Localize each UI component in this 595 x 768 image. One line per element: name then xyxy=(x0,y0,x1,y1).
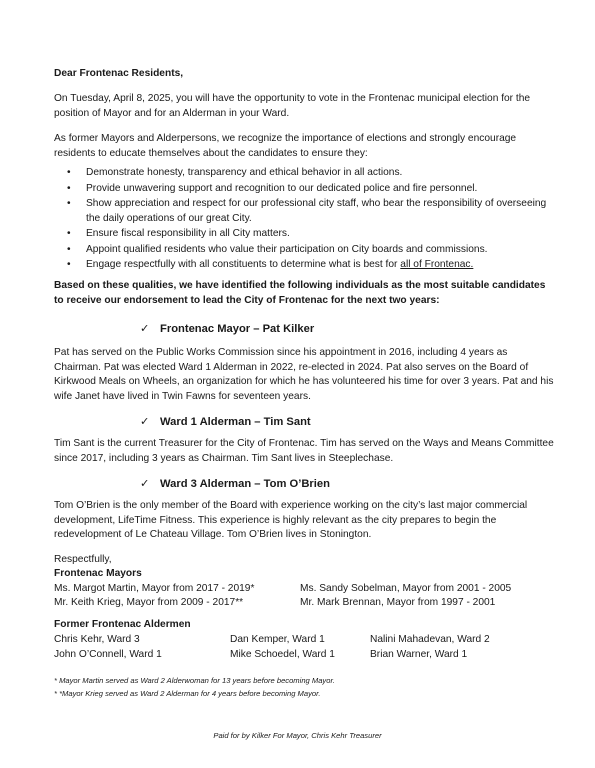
intro-paragraph: On Tuesday, April 8, 2025, you will have the opportunity to vote in the Frontenac municipal election for the position of Mayor and for an Alderman in your Ward. xyxy=(54,93,531,119)
check-icon: ✓ xyxy=(140,416,150,428)
bullet-icon: • xyxy=(67,167,71,178)
candidate-heading-ward3: ✓ Ward 3 Alderman – Tom O’Brien xyxy=(140,478,330,490)
list-item: Brian Warner, Ward 1 xyxy=(370,649,468,660)
check-icon: ✓ xyxy=(140,478,150,490)
list-item: Mr. Mark Brennan, Mayor from 1997 - 2001 xyxy=(300,597,496,608)
list-item: • Engage respectfully with all constituents to determine what is best for all of Frontenac. xyxy=(54,258,554,273)
list-item: Chris Kehr, Ward 3 xyxy=(54,634,140,645)
list-item: Dan Kemper, Ward 1 xyxy=(230,634,325,645)
qualities-list xyxy=(54,166,554,274)
list-item: • Show appreciation and respect for our professional city staff, who bear the responsibility of overseeing the daily operations of our great City. xyxy=(67,198,547,224)
candidate-bio-ward1: Tim Sant is the current Treasurer for the City of Frontenac. Tim has served on the Ways and Means Committee since 2017, including 3 years as Chairman. Tim Sant lives in Steeplechase. xyxy=(54,438,554,464)
underlined-phrase: all of Frontenac. xyxy=(400,259,474,270)
bullet-icon: • xyxy=(67,198,71,209)
candidate-heading-mayor: ✓ Frontenac Mayor – Pat Kilker xyxy=(140,323,315,335)
candidate-bio-ward3: Tom O’Brien is the only member of the Board with experience working on the city’s last major commercial development, LifeTime Fitness. This experience is highly relevant as the city prepares to begin the redevelopment of Le Chateau Village. Tom O’Brien lives in Stonington. xyxy=(54,500,528,540)
bullet-icon: • xyxy=(67,182,71,194)
list-item: • Ensure fiscal responsibility in all City matters. xyxy=(54,227,554,242)
bullet-icon: • xyxy=(67,228,71,239)
candidate-heading-ward1: ✓ Ward 1 Alderman – Tim Sant xyxy=(140,416,311,428)
list-item: Mike Schoedel, Ward 1 xyxy=(230,649,335,660)
list-item: Mr. Keith Krieg, Mayor from 2009 - 2017** xyxy=(54,597,244,608)
bullet-icon: • xyxy=(67,243,71,255)
importance-paragraph: As former Mayors and Alderpersons, we recognize the importance of elections and strongly encourage residents to educate themselves about the candidates to ensure they: xyxy=(54,133,517,159)
list-item: • Appoint qualified residents who value their participation on City boards and commissions. xyxy=(54,243,554,258)
closing: Respectfully, xyxy=(54,554,112,565)
paid-for-disclaimer: Paid for by Kilker For Mayor, Chris Kehr Treasurer xyxy=(213,731,382,740)
list-item: • Demonstrate honesty, transparency and ethical behavior in all actions. xyxy=(54,166,554,181)
bullet-icon: • xyxy=(67,259,71,270)
aldermen-row xyxy=(54,648,554,662)
mayors-row xyxy=(54,582,554,596)
footnote: * Mayor Martin served as Ward 2 Alderwoman for 13 years before becoming Mayor. xyxy=(54,676,335,685)
list-item: Ms. Sandy Sobelman, Mayor from 2001 - 2005 xyxy=(300,583,512,594)
list-item: Ms. Margot Martin, Mayor from 2017 - 2019* xyxy=(54,583,255,594)
aldermen-row xyxy=(54,633,554,647)
candidate-bio-mayor: Pat has served on the Public Works Commission since his appointment in 2016, including 4 years as Chairman. Pat was elected Ward 1 Alderman in 2022, re-elected in 2024. Pat also serves on the Board of Kirkwood Meals on Wheels, an organization for which he has volunteered his time for over 3 years. Pat and his wife Janet have lived in Twin Fawns for seventeen years. xyxy=(54,347,554,402)
list-item: • Provide unwavering support and recognition to our dedicated police and fire personnel. xyxy=(54,182,554,197)
footnote: * *Mayor Krieg served as Ward 2 Alderman for 4 years before becoming Mayor. xyxy=(54,689,321,698)
check-icon: ✓ xyxy=(140,323,150,335)
mayors-row xyxy=(54,596,554,610)
list-item: John O’Connell, Ward 1 xyxy=(54,649,162,660)
endorsement-paragraph: Based on these qualities, we have identified the following individuals as the most suitable candidates to receive our endorsement to lead the City of Frontenac for the next two years: xyxy=(54,280,546,306)
list-item: Nalini Mahadevan, Ward 2 xyxy=(370,634,490,645)
aldermen-heading: Former Frontenac Aldermen xyxy=(54,619,191,630)
mayors-heading: Frontenac Mayors xyxy=(54,568,142,579)
salutation: Dear Frontenac Residents, xyxy=(54,68,184,79)
